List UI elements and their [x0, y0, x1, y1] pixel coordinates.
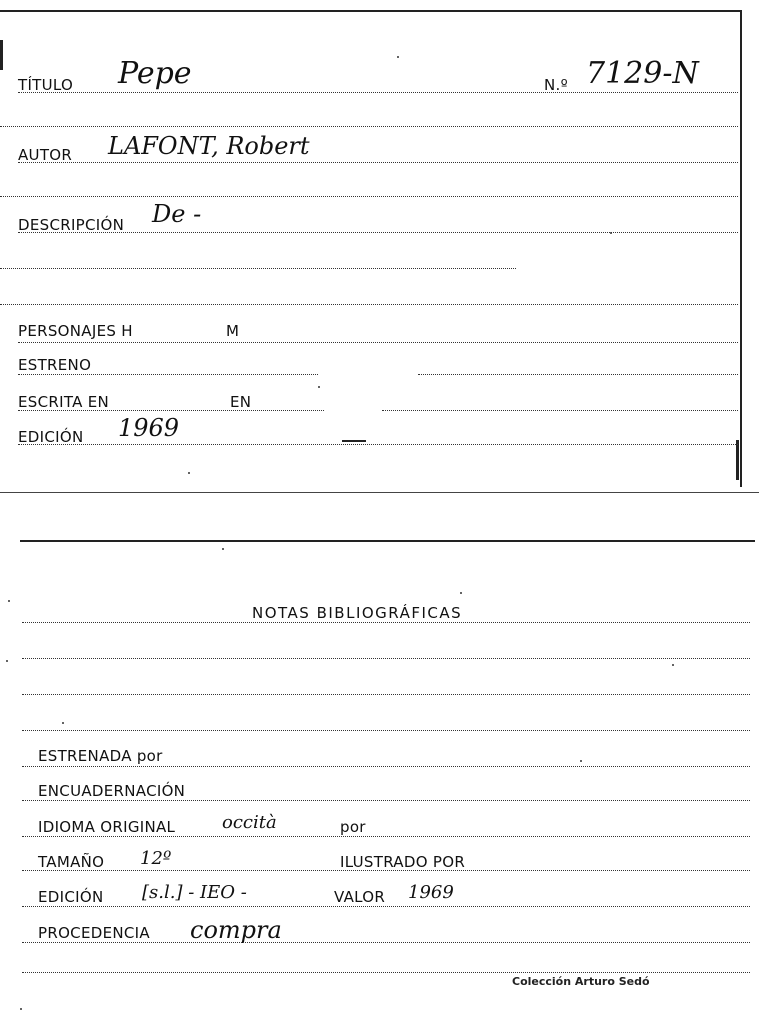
notas-line [22, 622, 750, 623]
autor-line [18, 162, 738, 163]
estreno-line-right [418, 374, 738, 375]
estrenada-label: ESTRENADA por [38, 747, 163, 765]
tamano-line [22, 870, 750, 871]
scan-speck [397, 56, 399, 58]
idioma-value: occità [222, 812, 277, 833]
estreno-line [18, 374, 318, 375]
notas-line [22, 730, 750, 731]
scan-speck [580, 760, 582, 762]
edicion-label: EDICIÓN [18, 428, 84, 446]
valor-value: 1969 [408, 882, 454, 903]
edicion-line [18, 444, 738, 445]
scan-speck [222, 548, 224, 550]
bottom-edicion-label: EDICIÓN [38, 888, 104, 906]
scan-speck [20, 1008, 22, 1010]
titulo-value: Pepe [118, 56, 192, 91]
edicion-value: 1969 [118, 414, 180, 442]
card-edge-mark [736, 440, 739, 480]
bottom-edicion-value: [s.l.] - IEO - [142, 882, 247, 903]
idioma-label: IDIOMA ORIGINAL [38, 818, 176, 836]
encuadernacion-label: ENCUADERNACIÓN [38, 782, 186, 800]
encuadernacion-line [22, 800, 750, 801]
valor-label: VALOR [334, 888, 386, 906]
por-label: por [340, 818, 366, 836]
scan-speck [318, 386, 320, 388]
ilustrado-label: ILUSTRADO POR [340, 853, 466, 871]
estrenada-line [22, 766, 750, 767]
escrita-line [18, 410, 324, 411]
escrita-label: ESCRITA EN [18, 393, 110, 411]
autor-value: LAFONT, Robert [108, 132, 310, 160]
idioma-line [22, 836, 750, 837]
rule-line [22, 972, 750, 973]
scan-speck [672, 664, 674, 666]
notas-line [22, 694, 750, 695]
rule-line [0, 304, 738, 305]
card-separator [0, 492, 759, 493]
escrita-line-right [382, 410, 738, 411]
titulo-label: TÍTULO [18, 76, 74, 94]
rule-line [0, 196, 738, 197]
numero-label: N.º [544, 76, 568, 94]
estreno-label: ESTRENO [18, 356, 92, 374]
tamano-label: TAMAÑO [38, 853, 105, 871]
descripcion-label: DESCRIPCIÓN [18, 216, 125, 234]
rule-line [0, 126, 738, 127]
procedencia-line [22, 942, 750, 943]
rule-line [0, 268, 516, 269]
scan-speck [62, 722, 64, 724]
personajes-label: PERSONAJES H [18, 322, 133, 340]
notas-line [22, 658, 750, 659]
procedencia-value: compra [190, 916, 282, 944]
scan-speck [460, 592, 462, 594]
scan-speck [610, 232, 612, 234]
personajes-m-label: M [226, 322, 240, 340]
autor-label: AUTOR [18, 146, 73, 164]
descripcion-value: De - [152, 200, 202, 228]
scan-speck [8, 600, 10, 602]
titulo-line [18, 92, 738, 93]
descripcion-line [18, 232, 738, 233]
escrita-en-label: EN [230, 393, 252, 411]
card-edge-mark [0, 40, 3, 70]
coleccion-stamp: Colección Arturo Sedó [512, 975, 650, 988]
numero-value: 7129-N [586, 56, 699, 91]
dash-mark [342, 440, 366, 442]
scan-speck [6, 660, 8, 662]
tamano-value: 12º [140, 848, 172, 869]
notas-title: NOTAS BIBLIOGRÁFICAS [252, 604, 463, 622]
edicion-line-bottom [22, 906, 750, 907]
personajes-line [18, 342, 738, 343]
scan-speck [188, 472, 190, 474]
procedencia-label: PROCEDENCIA [38, 924, 150, 942]
